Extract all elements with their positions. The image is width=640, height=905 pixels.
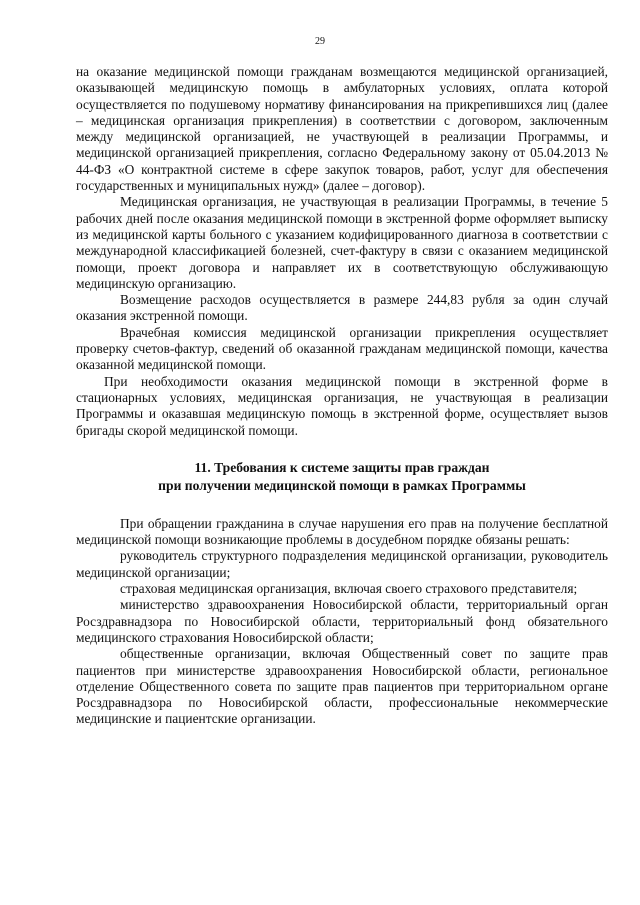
document-body bbox=[76, 64, 608, 728]
section-heading-line: при получении медицинской помощи в рамках Программы bbox=[158, 477, 526, 493]
list-item: руководитель структурного подразделения медицинской организации, руководитель медицинской организации; bbox=[76, 548, 608, 580]
section-heading-line: 11. Требования к системе защиты прав граждан bbox=[194, 459, 490, 475]
paragraph: Медицинская организация, не участвующая в реализации Программы, в течение 5 рабочих дней после оказания медицинской помощи в экстренной форме оформляет выписку из медицинской карты больного с указанием кодифицированного диагноза в соответствии с международной классификацией болезней, счет-фактуру в связи с оказанием медицинской помощи, проект договора и направляет их в соответствующую обслуживающую медицинскую организацию. bbox=[76, 194, 608, 291]
paragraph: При обращении гражданина в случае нарушения его прав на получение бесплатной медицинской помощи возникающие проблемы в досудебном порядке обязаны решать: bbox=[76, 515, 608, 548]
list-item: общественные организации, включая Общественный совет по защите прав пациентов при министерстве здравоохранения Новосибирской области, региональное отделение Общественного совета по защите прав пациентов при территориальном органе Росздравнадзора по Новосибирской области, профессиональные некоммерческие медицинские и пациентские организации. bbox=[76, 646, 608, 727]
list-item: министерство здравоохранения Новосибирской области, территориальный орган Росздравнадзора по Новосибирской области, территориальный фонд обязательного медицинского страхования Новосибирской области; bbox=[76, 597, 608, 645]
paragraph: на оказание медицинской помощи гражданам возмещаются медицинской организацией, оказывающей медицинскую помощь в амбулаторных условиях, оплата которой осуществляется по подушевому нормативу финансирования на прикрепившихся лиц (далее – медицинская организация прикрепления) в соответствии с договором, заключенным между медицинской организацией, не участвующей в реализации Программы, и медицинской организацией прикрепления, согласно Федеральному закону от 05.04.2013 № 44-ФЗ «О контрактной системе в сфере закупок товаров, работ, услуг для обеспечения государственных и муниципальных нужд» (далее – договор). bbox=[76, 64, 608, 194]
page-number: 29 bbox=[315, 36, 325, 47]
list-item: страховая медицинская организация, включая своего страхового представителя; bbox=[120, 581, 578, 597]
paragraph: Врачебная комиссия медицинской организации прикрепления осуществляет проверку счетов-фактур, сведений об оказанной гражданам медицинской помощи, качества оказанной медицинской помощи. bbox=[76, 324, 608, 373]
section-heading bbox=[76, 459, 608, 495]
paragraph: При необходимости оказания медицинской помощи в экстренной форме в стационарных условиях, медицинская организация, не участвующая в реализации Программы и оказавшая медицинскую помощь в экстренной форме, осуществляет вызов бригады скорой медицинской помощи. bbox=[76, 373, 608, 438]
paragraph: Возмещение расходов осуществляется в размере 244,83 рубля за один случай оказания экстренной помощи. bbox=[76, 292, 608, 324]
